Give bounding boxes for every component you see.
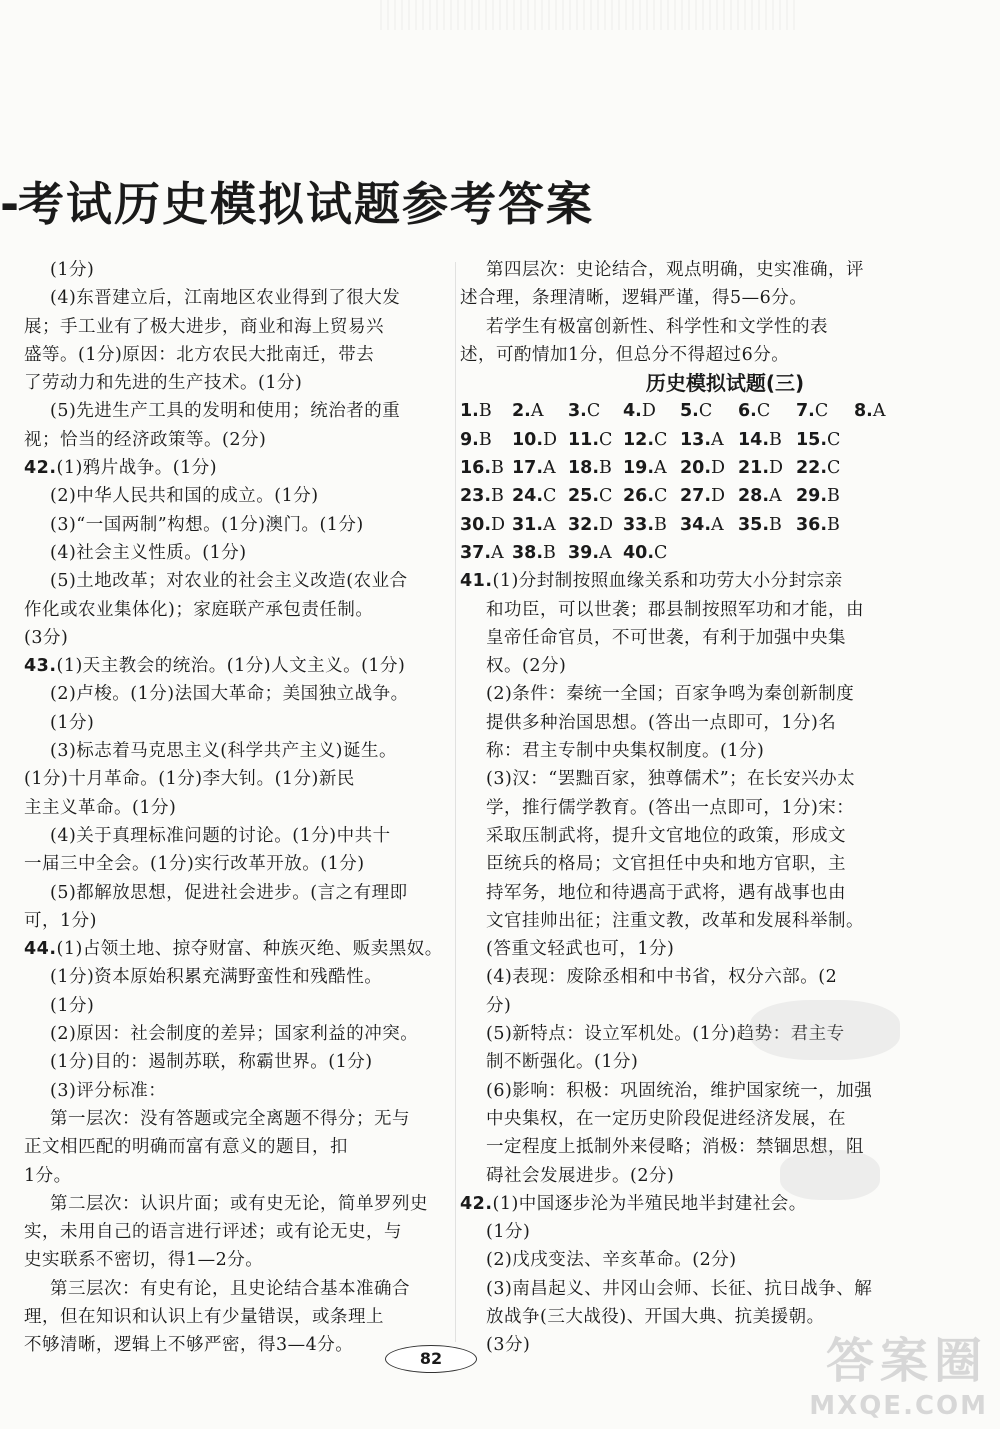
question-number: 42. (24, 458, 57, 479)
mc-answer (738, 426, 796, 454)
answer-text: 第二层次：认识片面；或有史无论，简单罗列史 (50, 1193, 428, 1214)
answer-text: (1)分封制按照血缘关系和功劳大小分封宗亲 (492, 571, 843, 592)
answer-text: 文官挂帅出征；注重文教，改革和发展科举制。 (486, 910, 864, 931)
answer-line (460, 709, 980, 737)
answer-line (24, 879, 456, 907)
answer-line (24, 1077, 456, 1105)
scan-blotch (780, 1150, 880, 1200)
answer-text: 放战争(三大战役)、开国大典、抗美援朝。 (486, 1306, 825, 1327)
mc-question-number: 35. (738, 514, 770, 535)
mc-question-number: 20. (680, 458, 712, 479)
mc-answer (623, 482, 680, 510)
mc-row (460, 454, 980, 482)
title-text: 考试历史模拟试题参考答案 (18, 177, 594, 231)
answer-line (24, 1275, 456, 1303)
answer-text: (3)汉：“罢黜百家，独尊儒术”；在长安兴办太 (486, 769, 856, 790)
answer-line (460, 313, 980, 341)
answer-text: 一定程度上抵制外来侵略；消极：禁锢思想，阻 (486, 1137, 864, 1158)
mc-question-number: 27. (680, 486, 712, 507)
mc-answer-letter: B (769, 514, 782, 535)
right-column (460, 256, 980, 1360)
answer-text: 正文相匹配的明确而富有意义的题目，扣 (24, 1137, 348, 1158)
answer-line (460, 935, 980, 963)
answer-line (24, 1048, 456, 1076)
mc-answer-letter: D (491, 514, 506, 535)
mc-answer (460, 454, 512, 482)
answer-line (24, 426, 456, 454)
mc-answer-letter: A (872, 401, 886, 422)
mc-question-number: 5. (680, 401, 699, 422)
mc-answer (512, 426, 568, 454)
mc-question-number: 30. (460, 514, 492, 535)
mc-question-number: 36. (796, 514, 828, 535)
mc-question-number: 34. (680, 514, 712, 535)
answer-text: 可，1分) (24, 910, 97, 931)
mc-answer-letter: C (543, 486, 557, 507)
section-title: 历史模拟试题(三) (645, 371, 805, 396)
answer-text: (2)中华人民共和国的成立。(1分) (50, 486, 319, 507)
question-line (24, 454, 456, 482)
mc-answer-letter: A (711, 429, 724, 450)
answer-line (460, 822, 980, 850)
answer-text: 采取压制武将，提升文官地位的政策，形成文 (486, 825, 846, 846)
mc-question-number: 17. (512, 458, 544, 479)
mc-question-number: 33. (623, 514, 655, 535)
mc-answer-letter: C (599, 429, 613, 450)
answer-line (460, 737, 980, 765)
mc-answer (512, 397, 568, 425)
mc-answer-letter: B (827, 514, 840, 535)
mc-answer (623, 397, 680, 425)
answer-text: 1分。 (24, 1165, 72, 1186)
answer-line (24, 850, 456, 878)
question-line (24, 652, 456, 680)
mc-answer (512, 482, 568, 510)
mc-answer-letter: D (641, 401, 656, 422)
mc-question-number: 11. (568, 429, 600, 450)
mc-answer-letter: B (491, 486, 504, 507)
answer-text: (1)中国逐步沦为半殖民地半封建社会。 (492, 1193, 807, 1214)
answer-line (460, 963, 980, 991)
answer-line (460, 992, 980, 1020)
answer-text: (1分) (50, 260, 95, 280)
mc-answer-letter: C (756, 401, 771, 422)
mc-question-number: 18. (568, 458, 600, 479)
mc-answer (512, 539, 568, 567)
mc-answer (623, 539, 680, 567)
mc-answer-letter: A (530, 401, 544, 422)
mc-answer (460, 539, 512, 567)
mc-question-number: 13. (680, 429, 712, 450)
answer-text: 史实联系不密切，得1—2分。 (24, 1250, 264, 1271)
mc-answer-letter: B (654, 514, 667, 535)
mc-answer-letter: D (769, 458, 784, 479)
answer-text: (4)东晋建立后，江南地区农业得到了很大发 (50, 288, 401, 309)
answer-text: 提供多种治国思想。(答出一点即可，1分)名 (486, 712, 837, 733)
mc-answer-letter: A (543, 514, 556, 535)
mc-row (460, 511, 980, 539)
answer-line (24, 963, 456, 991)
mc-answer (680, 426, 738, 454)
answer-text: (3分) (486, 1335, 531, 1356)
watermark-logo: 答案圈 (825, 1333, 988, 1389)
mc-question-number: 15. (796, 429, 828, 450)
left-column (24, 256, 456, 1360)
answer-line (24, 482, 456, 510)
mc-question-number: 31. (512, 514, 544, 535)
answer-text: (1分) (486, 1222, 531, 1243)
mc-question-number: 8. (854, 401, 873, 422)
title-cut-mark: - (0, 177, 22, 231)
answer-line (460, 765, 980, 793)
mc-answer (796, 426, 854, 454)
mc-question-number: 14. (738, 429, 770, 450)
mc-answer-letter: B (491, 458, 504, 479)
answer-text: (1分)十月革命。(1分)李大钊。(1分)新民 (24, 769, 355, 790)
mc-answer-letter: C (586, 401, 601, 422)
mc-row (460, 397, 980, 425)
mc-answer-letter: A (654, 458, 667, 479)
answer-text: 一届三中全会。(1分)实行改革开放。(1分) (24, 854, 365, 875)
answer-line (24, 737, 456, 765)
answer-line (24, 284, 456, 312)
answer-text: 主主义革命。(1分) (24, 797, 177, 818)
mc-answer (623, 454, 680, 482)
answer-line (24, 907, 456, 935)
answer-line (24, 539, 456, 567)
answer-line (24, 624, 456, 652)
answer-line (24, 596, 456, 624)
question-number: 43. (24, 656, 57, 677)
answer-text: 制不断强化。(1分) (486, 1052, 639, 1073)
mc-question-number: 21. (738, 458, 770, 479)
answer-line (460, 907, 980, 935)
answer-text: 不够清晰，逻辑上不够严密，得3—4分。 (24, 1335, 354, 1356)
mc-question-number: 10. (512, 429, 544, 450)
answer-text: (1分)资本原始积累充满野蛮性和残酷性。 (50, 967, 383, 988)
answer-line (460, 1048, 980, 1076)
answer-line (460, 596, 980, 624)
mc-answer-letter: D (599, 514, 614, 535)
mc-answer-letter: D (543, 429, 558, 450)
answer-text: 学，推行儒学教育。(答出一点即可，1分)宋： (486, 797, 855, 818)
scan-blotch (750, 1000, 900, 1060)
mc-answer (460, 511, 512, 539)
mc-question-number: 37. (460, 542, 492, 563)
mc-question-number: 1. (460, 401, 479, 422)
answer-line (24, 1020, 456, 1048)
mc-question-number: 7. (796, 401, 815, 422)
mc-question-number: 38. (512, 542, 544, 563)
mc-question-number: 16. (460, 458, 492, 479)
answer-line (24, 369, 456, 397)
mc-answer (568, 482, 623, 510)
answer-line (24, 822, 456, 850)
mc-row (460, 539, 980, 567)
mc-question-number: 32. (568, 514, 600, 535)
answer-text: 第三层次：有史有论，且史论结合基本准确合 (50, 1278, 410, 1299)
answer-text: (5)土地改革；对农业的社会主义改造(农业合 (50, 571, 408, 592)
mc-answer (568, 539, 623, 567)
answer-text: 分) (486, 995, 512, 1016)
answer-text: 碍社会发展进步。(2分) (486, 1165, 675, 1186)
mc-answer (738, 397, 796, 425)
mc-answer-letter: B (599, 458, 612, 479)
mc-answer-letter: B (478, 401, 492, 422)
answer-text: (6)影响：积极：巩固统治，维护国家统一，加强 (486, 1080, 873, 1101)
mc-answer-letter: B (543, 542, 556, 563)
mc-question-number: 19. (623, 458, 655, 479)
answer-text: (答重文轻武也可，1分) (486, 939, 675, 960)
answer-line (24, 709, 456, 737)
answer-line (24, 341, 456, 369)
mc-answer-letter: A (543, 458, 556, 479)
answer-line (24, 1190, 456, 1218)
mc-question-number: 26. (623, 486, 655, 507)
answer-text: 权。(2分) (486, 656, 567, 677)
answer-text: (2)条件：秦统一全国；百家争鸣为秦创新制度 (486, 684, 855, 705)
mc-answer (568, 426, 623, 454)
mc-answer (796, 511, 854, 539)
answer-text: 盛等。(1分)原因：北方农民大批南迁，带去 (24, 344, 375, 365)
answer-text: 臣统兵的格局；文官担任中央和地方官职，主 (486, 854, 846, 875)
answer-line (460, 1020, 980, 1048)
answer-text: 第四层次：史论结合，观点明确，史实准确，评 (486, 260, 864, 280)
mc-answer (512, 454, 568, 482)
answer-text: 称：君主专制中央集权制度。(1分) (486, 741, 765, 762)
mc-answer-letter: C (698, 401, 713, 422)
answer-text: (1)天主教会的统治。(1分)人文主义。(1分) (56, 656, 406, 677)
question-number: 41. (460, 571, 493, 592)
answer-line (460, 1246, 980, 1274)
mc-answer-letter: B (478, 429, 492, 450)
answer-line (460, 850, 980, 878)
answer-line (460, 341, 980, 369)
answer-text: 中央集权，在一定历史阶段促进经济发展，在 (486, 1108, 846, 1129)
mc-answer (680, 482, 738, 510)
answer-line (24, 511, 456, 539)
answer-line (460, 680, 980, 708)
answer-text: (2)戊戌变法、辛亥革命。(2分) (486, 1250, 737, 1271)
answer-text: (2)原因：社会制度的差异；国家利益的冲突。 (50, 1024, 419, 1045)
answer-text: (4)社会主义性质。(1分) (50, 542, 247, 563)
watermark-url: MXQE.COM (809, 1391, 988, 1421)
answer-text: (2)卢梭。(1分)法国大革命；美国独立战争。 (50, 684, 409, 705)
answer-text: (1)占领土地、掠夺财富、种族灭绝、贩卖黑奴。 (56, 939, 443, 960)
answer-text: (1分) (50, 712, 95, 733)
answer-text: 和功臣，可以世袭；郡县制按照军功和才能，由 (486, 599, 864, 620)
answer-text: 若学生有极富创新性、科学性和文学性的表 (486, 316, 828, 337)
answer-line (460, 284, 980, 312)
answer-line (460, 1133, 980, 1161)
mc-answer-letter: C (814, 401, 829, 422)
answer-line (24, 1303, 456, 1331)
mc-answer (460, 397, 512, 425)
answer-text: (3)南昌起义、井冈山会师、长征、抗日战争、解 (486, 1278, 873, 1299)
answer-line (24, 680, 456, 708)
multiple-choice-answers (460, 397, 980, 567)
mc-row (460, 426, 980, 454)
mc-answer-letter: B (769, 429, 782, 450)
mc-answer (512, 511, 568, 539)
mc-answer-letter: A (599, 542, 612, 563)
mc-question-number: 29. (796, 486, 828, 507)
answer-line (460, 794, 980, 822)
mc-answer-letter: A (491, 542, 504, 563)
answer-line (24, 1162, 456, 1190)
answer-line (24, 256, 456, 284)
answer-text: (5)先进生产工具的发明和使用；统治者的重 (50, 401, 401, 422)
answer-text: 持军务，地位和待遇高于武将，遇有战事也由 (486, 882, 846, 903)
answer-line (24, 397, 456, 425)
mc-answer (738, 454, 796, 482)
answer-line (460, 879, 980, 907)
mc-question-number: 22. (796, 458, 828, 479)
answer-text: (5)新特点：设立军机处。(1分)趋势：君主专 (486, 1024, 845, 1045)
answer-text: (3分) (24, 627, 69, 648)
mc-question-number: 40. (623, 542, 655, 563)
answer-text: 作化或农业集体化)；家庭联产承包责任制。 (24, 599, 374, 620)
mc-question-number: 2. (512, 401, 531, 422)
answer-line (460, 1275, 980, 1303)
question-line (24, 935, 456, 963)
question-line (460, 1190, 980, 1218)
mc-question-number: 25. (568, 486, 600, 507)
answer-text: 第一层次：没有答题或完全离题不得分；无与 (50, 1108, 410, 1129)
answer-text: (3)“一国两制”构想。(1分)澳门。(1分) (50, 514, 364, 535)
answer-line (24, 1105, 456, 1133)
answer-line (24, 1133, 456, 1161)
mc-answer-letter: C (599, 486, 613, 507)
mc-answer (568, 511, 623, 539)
answer-line (460, 1162, 980, 1190)
mc-question-number: 9. (460, 429, 479, 450)
mc-answer (796, 454, 854, 482)
right-column-top (460, 256, 980, 369)
mc-answer (680, 511, 738, 539)
mc-answer (568, 454, 623, 482)
answer-text: 皇帝任命官员，不可世袭，有利于加强中央集 (486, 627, 846, 648)
question-number: 44. (24, 939, 57, 960)
answer-text: 视；恰当的经济政策等。(2分) (24, 429, 267, 450)
answer-text: (1分) (50, 995, 95, 1016)
mc-question-number: 4. (623, 401, 642, 422)
mc-row (460, 482, 980, 510)
question-line (460, 567, 980, 595)
answer-text: 理，但在知识和认识上有少量错误，或条理上 (24, 1306, 384, 1327)
answer-line (24, 1218, 456, 1246)
answer-text: (3)评分标准： (50, 1080, 167, 1101)
answer-line (24, 567, 456, 595)
mc-answer (460, 426, 512, 454)
answer-line (24, 313, 456, 341)
mc-question-number: 3. (568, 401, 587, 422)
mc-question-number: 28. (738, 486, 770, 507)
answer-text: (3)标志着马克思主义(科学共产主义)诞生。 (50, 741, 397, 762)
page-title (0, 168, 1000, 234)
answer-text: 实，未用自己的语言进行评述；或有论无史，与 (24, 1222, 402, 1243)
answer-text: 展；手工业有了极大进步，商业和海上贸易兴 (24, 316, 384, 337)
mc-answer (680, 397, 738, 425)
answer-text: (4)表现：废除丞相和中书省，权分六部。(2 (486, 967, 838, 988)
mc-question-number: 24. (512, 486, 544, 507)
answer-line (460, 1105, 980, 1133)
mc-answer-letter: C (827, 429, 841, 450)
answer-line (460, 1077, 980, 1105)
page-number: 82 (385, 1345, 477, 1373)
mc-answer-letter: B (827, 486, 840, 507)
mc-answer (796, 397, 854, 425)
mc-answer (623, 426, 680, 454)
mc-question-number: 39. (568, 542, 600, 563)
mc-answer-letter: D (711, 458, 726, 479)
answer-line (460, 256, 980, 284)
mc-answer (568, 397, 623, 425)
mc-answer (738, 511, 796, 539)
mc-answer-letter: D (711, 486, 726, 507)
mc-question-number: 23. (460, 486, 492, 507)
mc-answer (854, 397, 911, 425)
mc-answer-letter: A (711, 514, 724, 535)
answer-line (460, 624, 980, 652)
mc-answer-letter: C (654, 542, 668, 563)
question-number: 42. (460, 1193, 493, 1214)
answer-text: (5)都解放思想，促进社会进步。(言之有理即 (50, 882, 408, 903)
watermark (809, 1322, 988, 1421)
answer-text: (1分)目的：遏制苏联，称霸世界。(1分) (50, 1052, 373, 1073)
mc-answer (460, 482, 512, 510)
answer-text: 了劳动力和先进的生产技术。(1分) (24, 373, 303, 394)
answer-text: (1)鸦片战争。(1分) (56, 458, 218, 479)
mc-answer-letter: A (769, 486, 782, 507)
mc-answer-letter: C (827, 458, 841, 479)
answer-line (460, 1218, 980, 1246)
answer-line (24, 765, 456, 793)
mc-answer-letter: C (654, 486, 668, 507)
scan-noise (380, 0, 800, 30)
mc-question-number: 6. (738, 401, 757, 422)
right-column-bottom (460, 567, 980, 1359)
answer-text: (4)关于真理标准问题的讨论。(1分)中共十 (50, 825, 391, 846)
answer-text: 述合理，条理清晰，逻辑严谨，得5—6分。 (460, 288, 808, 309)
mc-answer (680, 454, 738, 482)
answer-line (24, 1246, 456, 1274)
mc-answer (738, 482, 796, 510)
answer-line (24, 794, 456, 822)
answer-text: 述，可酌情加1分，但总分不得超过6分。 (460, 344, 790, 365)
mc-answer (623, 511, 680, 539)
mc-answer (796, 482, 854, 510)
mc-answer-letter: C (654, 429, 668, 450)
answer-line (24, 992, 456, 1020)
answer-line (460, 652, 980, 680)
mc-question-number: 12. (623, 429, 655, 450)
